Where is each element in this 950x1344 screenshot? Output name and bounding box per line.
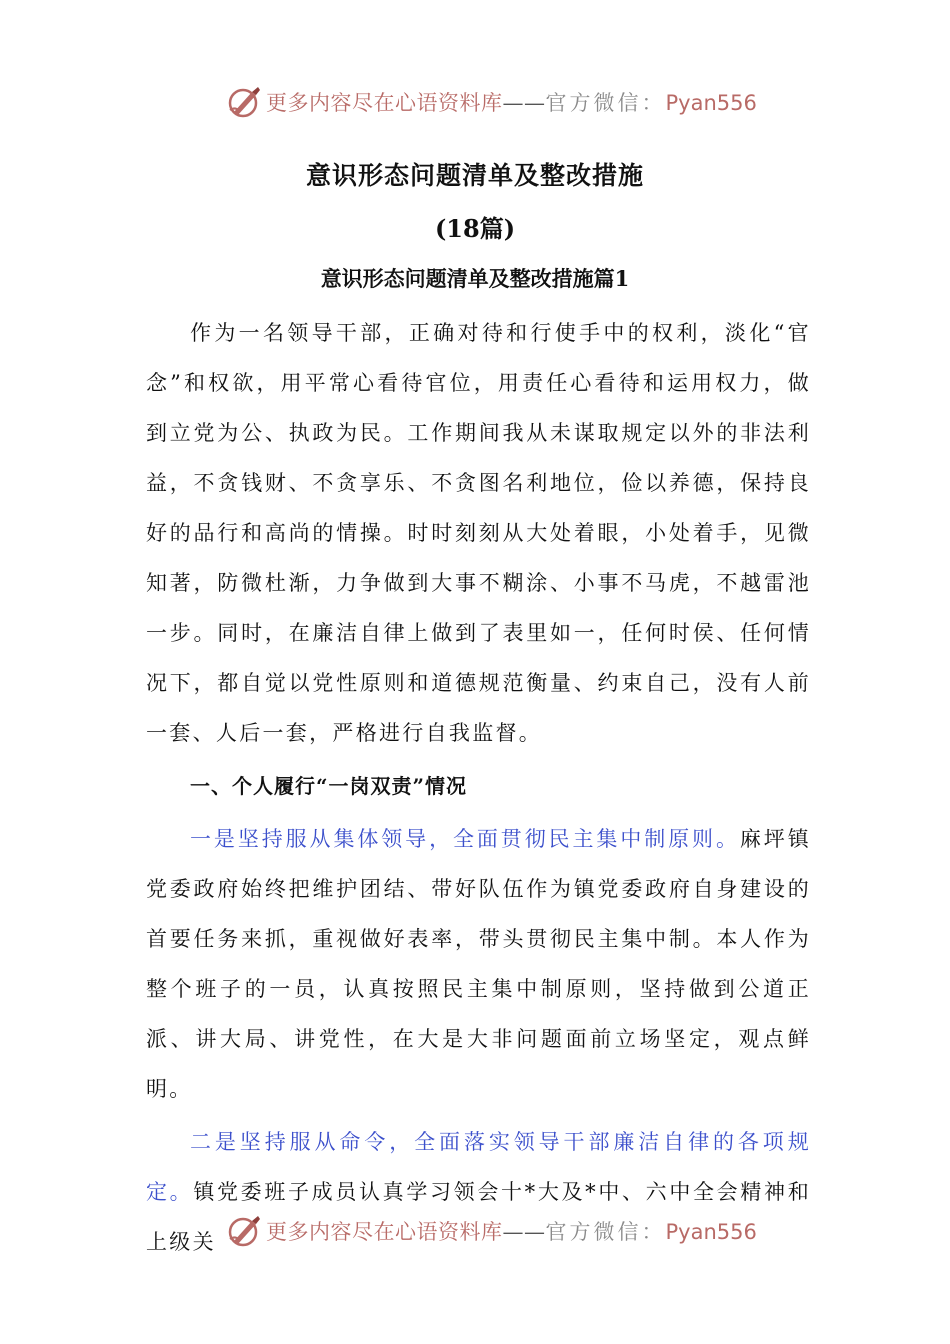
pen-circle-logo-icon [224, 1211, 264, 1251]
banner-dash: —— [502, 91, 546, 115]
document-title: 意识形态问题清单及整改措施 [305, 161, 644, 190]
banner-wechat-label: 官方微信： [545, 1220, 666, 1244]
banner-text [266, 1216, 757, 1246]
banner-main-text: 更多内容尽在心语资料库 [266, 91, 503, 115]
banner-content [224, 82, 757, 122]
pen-circle-logo-icon [224, 82, 264, 122]
footer-banner [0, 1211, 950, 1251]
banner-text [266, 87, 757, 117]
part-title: 意识形态问题清单及整改措施篇1 [320, 266, 630, 291]
banner-main-text: 更多内容尽在心语资料库 [266, 1220, 503, 1244]
banner-dash: —— [502, 1220, 546, 1244]
document-count: (18篇) [434, 214, 516, 243]
paragraph-2-lead: 一是坚持服从集体领导，全面贯彻民主集中制原则。 [190, 827, 740, 851]
header-banner [0, 82, 950, 122]
document-body [146, 308, 811, 1267]
paragraph-2-body: 麻坪镇党委政府始终把维护团结、带好队伍作为镇党委政府自身建设的首要任务来抓，重视做好表率，带头贯彻民主集中制。本人作为整个班子的一员，认真按照民主集中制原则，坚持做到公道正派、讲大局、讲党性，在大是大非问题面前立场坚定，观点鲜明。 [146, 827, 811, 1101]
section-heading-1: 一、个人履行“一岗双责”情况 [190, 774, 468, 798]
paragraph-3-body: 镇党委班子成员认真学习领会十*大及*中、六中全会精神和上级关 [146, 1180, 811, 1254]
paragraph-2 [146, 814, 811, 1114]
banner-wechat-label: 官方微信： [545, 91, 666, 115]
paragraph-1: 作为一名领导干部，正确对待和行使手中的权利，淡化“官念”和权欲，用平常心看待官位，用责任心看待和运用权力，做到立党为公、执政为民。工作期间我从未谋取规定以外的非法利益，不贪钱财、不贪享乐、不贪图名利地位，俭以养德，保持良好的品行和高尚的情操。时时刻刻从大处着眼，小处着手，见微知著，防微杜渐，力争做到大事不糊涂、小事不马虎，不越雷池一步。同时，在廉洁自律上做到了表里如一，任何时侯、任何情况下，都自觉以党性原则和道德规范衡量、约束自己，没有人前一套、人后一套，严格进行自我监督。 [146, 321, 811, 745]
banner-wechat-id: Pyan556 [665, 1220, 757, 1244]
paragraph-3-lead: 二是坚持服从命令，全面落实领导干部廉洁自律的各项规定。 [146, 1130, 811, 1204]
banner-content [224, 1211, 757, 1251]
banner-wechat-id: Pyan556 [665, 91, 757, 115]
